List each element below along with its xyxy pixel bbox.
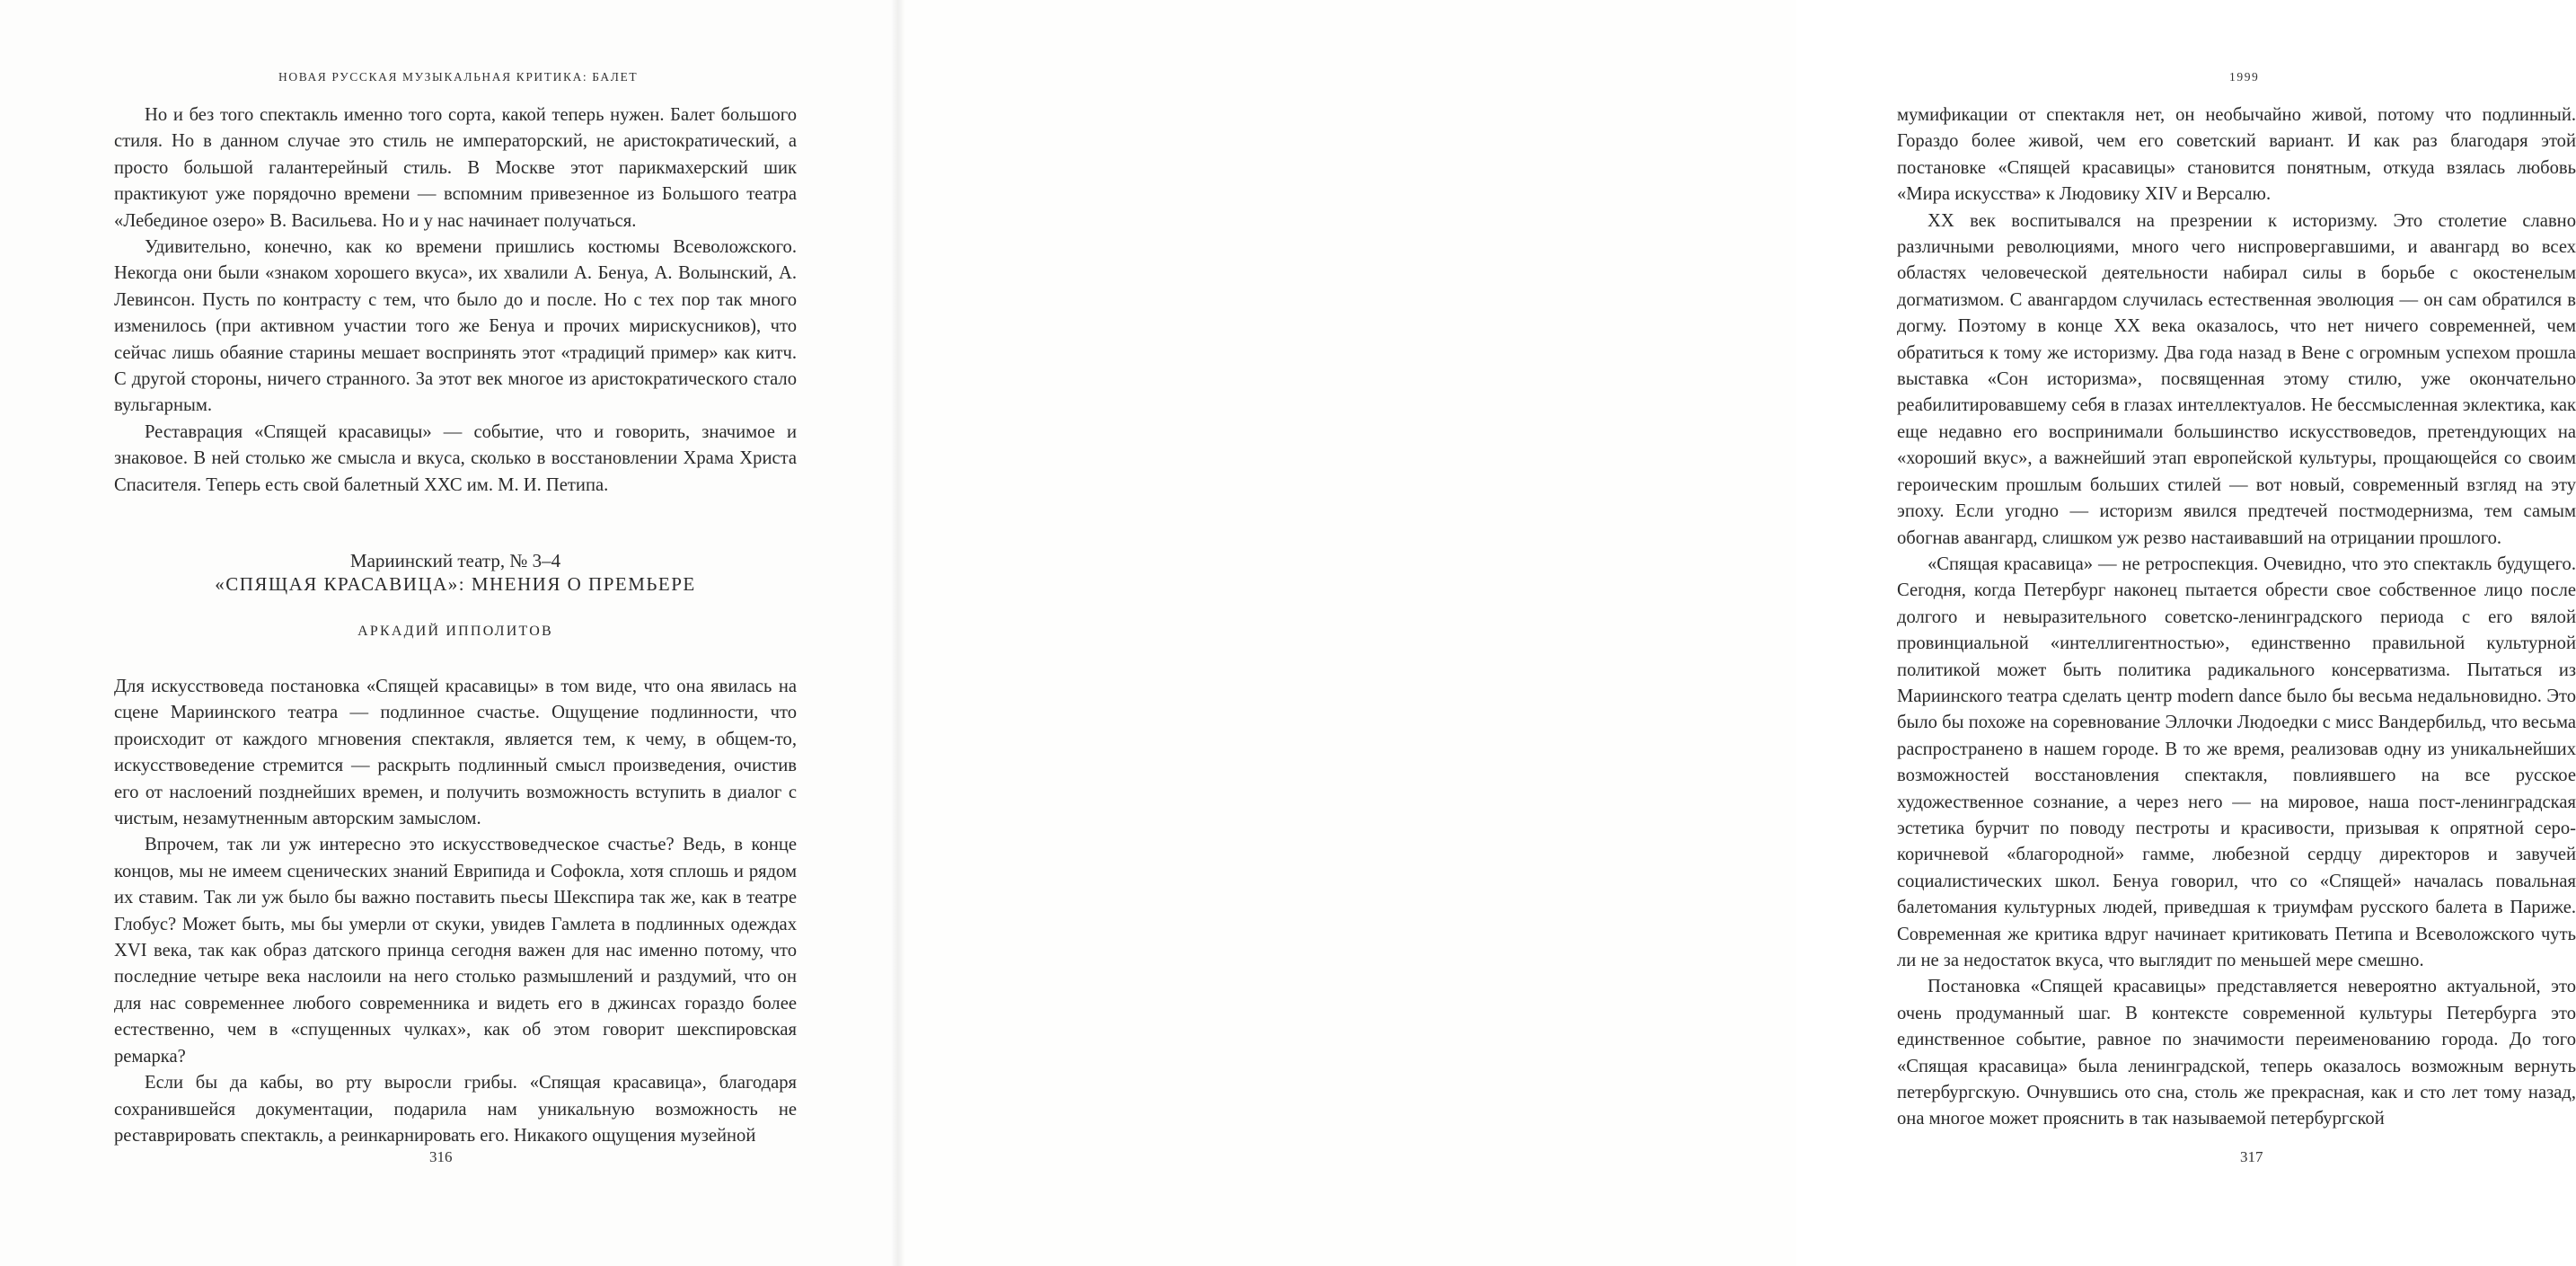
section-title: «СПЯЩАЯ КРАСАВИЦА»: МНЕНИЯ О ПРЕМЬЕРЕ	[215, 573, 696, 595]
paragraph: Впрочем, так ли уж интересно это искусствоведческое счастье? Ведь, в конце концов, мы не имеем сценических знаний Еврипида и Софокла, хотя сплошь и рядом их ставим. Так ли уж было бы важно поставить пьесы Шекспира так же, как в театре Глобус? Может быть, мы бы умерли от скуки, увидев Гамлета в подлинных одеждах XVI века, так как образ датского принца сегодня важен для нас именно потому, что последние четыре века наслоили на него столько размышлений и раздумий, что он для нас современнее любого современника и видеть его в джинсах гораздо более естественно, чем в «спущенных чулках», как об этом говорит шекспировская ремарка?	[114, 835, 797, 1067]
left-text-bottom	[114, 674, 797, 1149]
section-author: АРКАДИЙ ИППОЛИТОВ	[357, 624, 553, 639]
paragraph: Если бы да кабы, во рту выросли грибы. «Спящая красавица», благодаря сохранившейся документации, подарила нам уникальную возможность не реставрировать спектакль, а реинкарнировать его. Никакого ощущения музейной	[114, 1073, 797, 1146]
paragraph: XX век воспитывался на презрении к историзму. Это столетие славно различными революциями, много чего ниспровергавшими, и авангард во всех областях человеческой деятельности набирал силы в борьбе с окостенелым догматизмом. С авангардом случилась естественная эволюция — он сам обратился в догму. Поэтому в конце XX века оказалось, что нет ничего современней, чем обратиться к тому же историзму. Два года назад в Вене с огромным успехом прошла выставка «Сон историзма», посвященная этому стилю, уже окончательно реабилитировавшему себя в глазах интеллектуалов. Не бессмысленная эклектика, как еще недавно его воспринимали большинство искусствоведов, претендующих на «хороший вкус», а важнейший этап европейской культуры, прощающейся со своим героическим прошлым больших стилей — вот новый, современный взгляд на эту эпоху. Если угодно — историзм явился предтечей постмодернизма, тем самым обогнав авангард, слишком уж резво настаивавший на отрицании прошлого.	[1897, 210, 2576, 548]
left-text-top	[114, 102, 797, 499]
paragraph: мумификации от спектакля нет, он необычайно живой, потому что подлинный. Гораздо более живой, чем его советский вариант. И как раз благодаря этой постановке «Спящей красавицы» становится понятным, откуда взялась любовь «Мира искусства» к Людовику XIV и Версалю.	[1897, 105, 2576, 205]
book-spine	[891, 0, 905, 1266]
paragraph: «Спящая красавица» — не ретроспекция. Очевидно, что это спектакль будущего. Сегодня, когда Петербург наконец пытается обрести свое собственное лицо после долгого и невыразительного советско-ленинградского периода с его вялой провинциальной «интеллигентностью», единственно правильной культурной политикой может быть политика радикального консерватизма. Пытаться из Мариинского театра сделать центр modern dance было бы весьма недальновидно. Это было бы похоже на соревнование Эллочки Людоедки с мисс Вандербильд, что весьма распространено в нашем городе. В то же время, реализовав одну из уникальнейших возможностей восстановления спектакля, повлиявшего на все русское художественное сознание, а через него — на мировое, наша пост-ленинградская эстетика бурчит по поводу пестроты и красивости, призывая к опрятной серо-коричневой «благородной» гамме, любезной сердцу директоров и завучей социалистических школ. Бенуа говорил, что со «Спящей» началась повальная балетомания культурных людей, приведшая к триумфам русского балета в Париже. Современная же критика вдруг начинает критиковать Петипа и Всеволожского чуть ли не за недостаток вкуса, что выглядит по меньшей мере смешно.	[1897, 553, 2576, 970]
paragraph: Удивительно, конечно, как ко времени пришлись костюмы Всеволожского. Некогда они были «знаком хорошего вкуса», их хвалили А. Бенуа, А. Волынский, А. Левинсон. Пусть по контрасту с тем, что было до и после. Но с тех пор так много изменилось (при активном участии того же Бенуа и прочих мирискусников), что сейчас лишь обаяние старины мешает воспринять этот «традиций пример» как китч. С другой стороны, ничего странного. За этот век многое из аристократического стало вульгарным.	[114, 237, 797, 416]
right-page-number: 317	[2240, 1148, 2263, 1165]
section-venue: Мариинский театр, № 3–4	[349, 550, 561, 571]
right-text	[1897, 102, 2576, 1133]
left-running-head: НОВАЯ РУССКАЯ МУЗЫКАЛЬНАЯ КРИТИКА: БАЛЕТ	[278, 70, 639, 84]
left-page-number: 316	[429, 1148, 453, 1165]
paragraph: Реставрация «Спящей красавицы» — событие, что и говорить, значимое и знаковое. В ней столько же смысла и вкуса, сколько в восстановлении Храма Христа Спасителя. Теперь есть свой балетный ХХС им. М. И. Петипа.	[114, 421, 797, 495]
right-page	[898, 0, 2576, 1266]
paragraph: Но и без того спектакль именно того сорта, какой теперь нужен. Балет большого стиля. Но в данном случае это стиль не императорский, не аристократический, а просто большой галантерейный стиль. В Москве этот парикмахерский шик практикуют уже порядочно времени — вспомним привезенное из Большого театра «Лебединое озеро» В. Васильева. Но и у нас начинает получаться.	[114, 105, 797, 231]
paragraph: Для искусствоведа постановка «Спящей красавицы» в том виде, что она явилась на сцене Мариинского театра — подлинное счастье. Ощущение подлинности, что происходит от каждого мгновения спектакля, является тем, к чему, в общем-то, искусствоведение стремится — раскрыть подлинный смысл произведения, очистив его от наслоений позднейших времен, и получить возможность вступить в диалог с чистым, незамутненным авторским замыслом.	[114, 677, 797, 829]
right-running-head: 1999	[2229, 70, 2260, 84]
left-page	[0, 0, 898, 1266]
paragraph: Постановка «Спящей красавицы» представляется невероятно актуальной, это очень продуманный шаг. В контексте современной культуры Петербурга это единственное событие, равное по значимости переименованию города. До того «Спящая красавица» была ленинградской, теперь оказалось возможным вернуть петербургскую. Очнувшись ото сна, столь же прекрасная, как и сто лет тому назад, она многое может прояснить в так называемой петербургской	[1897, 977, 2576, 1129]
